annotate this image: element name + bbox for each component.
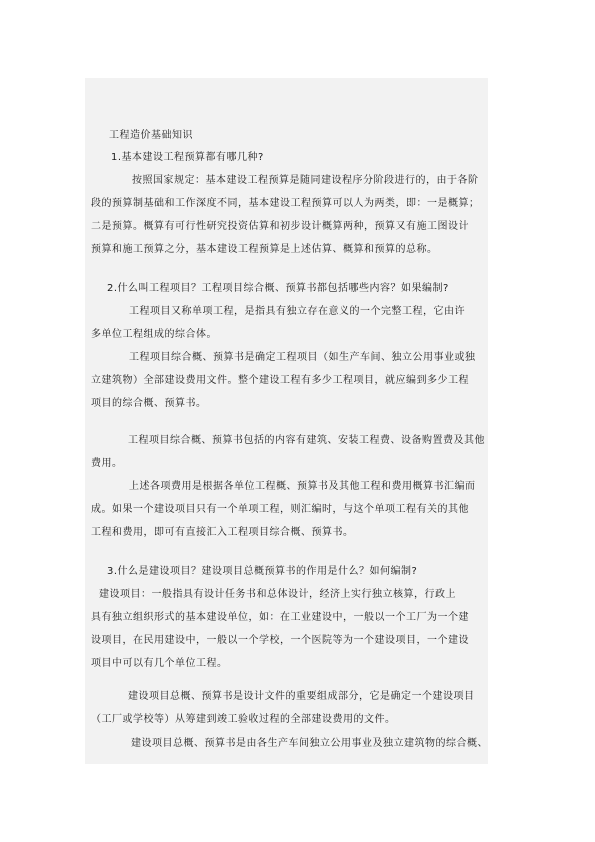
q2-text-line: 上述各项费用是根据各单位工程概、预算书及其他工程和费用概算书汇编而 bbox=[129, 481, 476, 492]
q2-text-line: 费用。 bbox=[91, 458, 123, 469]
q2-text-line: 成。如果一个建设项目只有一个单项工程，则汇编时，与这个单项工程有关的其他 bbox=[91, 504, 469, 515]
q3-text-line: 项目中可以有几个单位工程。 bbox=[91, 658, 228, 669]
q1-text-line: 预算和施工预算之分，基本建设工程预算是上述估算、概算和预算的总称。 bbox=[91, 244, 438, 255]
q1-text-line: 按照国家规定：基本建设工程预算是随同建设程序分阶段进行的，由于各阶 bbox=[132, 175, 479, 186]
q2-text-line: 工程和费用，即可有直接汇入工程项目综合概、预算书。 bbox=[91, 527, 354, 538]
document-title: 工程造价基础知识 bbox=[109, 130, 193, 141]
q1-text-line: 段的预算制基础和工作深度不同，基本建设工程预算可以人为两类，即：一是概算； bbox=[91, 198, 480, 209]
q2-text-line: 工程项目又称单项工程，是指具有独立存在意义的一个完整工程，它由许 bbox=[129, 306, 465, 317]
question-3-heading: 3.什么是建设项目？建设项目总概预算书的作用是什么？如何编制? bbox=[107, 566, 418, 577]
question-1-heading: 1.基本建设工程预算都有哪几种? bbox=[111, 152, 264, 163]
question-2-heading: 2.什么叫工程项目？工程项目综合概、预算书都包括哪些内容？如果编制? bbox=[107, 283, 449, 294]
q3-text-line: 具有独立组织形式的基本建设单位，如：在工业建设中，一般以一个工厂为一个建 bbox=[91, 612, 469, 623]
q3-text-line: （工厂或学校等）从筹建到竣工验收过程的全部建设费用的文件。 bbox=[91, 714, 396, 725]
q3-text-line: 设项目，在民用建设中，一般以一个学校，一个医院等为一个建设项目，一个建设 bbox=[91, 635, 469, 646]
q3-text-line: 建设项目总概、预算书是由各生产车间独立公用事业及独立建筑物的综合概、 bbox=[131, 738, 488, 749]
q3-text-line: 建设项目：一般指具有设计任务书和总体设计，经济上实行独立核算，行政上 bbox=[99, 589, 456, 600]
q1-text-line: 二是预算。概算有可行性研究投资估算和初步设计概算两种，预算又有施工图设计 bbox=[91, 221, 469, 232]
q2-text-line: 多单位工程组成的综合体。 bbox=[91, 329, 217, 340]
q2-text-line: 工程项目综合概、预算书是确定工程项目（如生产车间、独立公用事业或独 bbox=[129, 352, 476, 363]
q2-text-line: 项目的综合概、预算书。 bbox=[91, 398, 207, 409]
document-page bbox=[85, 78, 488, 764]
q3-text-line: 建设项目总概、预算书是设计文件的重要组成部分，它是确定一个建设项目 bbox=[128, 691, 475, 702]
q2-text-line: 工程项目综合概、预算书包括的内容有建筑、安装工程费、设备购置费及其他 bbox=[128, 435, 485, 446]
q2-text-line: 立建筑物）全部建设费用文件。整个建设工程有多少工程项目，就应编到多少工程 bbox=[91, 375, 469, 386]
